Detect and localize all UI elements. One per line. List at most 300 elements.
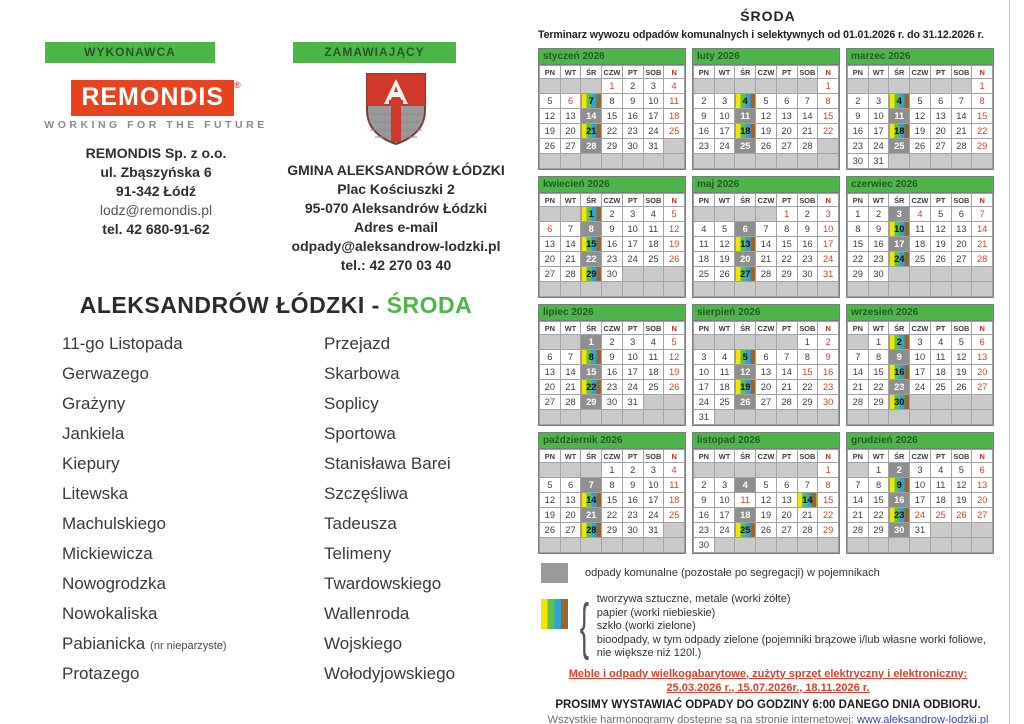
calendar-day-cell: 3 [818, 207, 839, 222]
weekday-header: WT [714, 322, 735, 335]
calendar-day-cell: 10 [714, 109, 735, 124]
calendar-day-cell: 19 [735, 380, 756, 395]
calendar-day-cell: 30 [797, 267, 818, 282]
calendar-day-cell: 12 [735, 365, 756, 380]
calendar-month-title: marzec 2026 [847, 49, 993, 65]
calendar-day-cell: 6 [560, 94, 581, 109]
legend-selektywne-row [538, 593, 998, 661]
calendar-day-cell [951, 523, 972, 538]
calendar-day-cell [602, 410, 623, 425]
calendar-day-cell: 12 [540, 109, 561, 124]
calendar-day-cell [756, 335, 777, 350]
calendar-day-cell: 3 [889, 207, 910, 222]
calendar-day-cell: 27 [560, 139, 581, 154]
calendar-day-cell [714, 207, 735, 222]
contractor-block [40, 80, 272, 239]
calendar-day-cell [622, 282, 643, 297]
calendar-day-cell [868, 282, 889, 297]
calendar-day-cell: 16 [848, 124, 869, 139]
weekday-header: ŚR [581, 450, 602, 463]
calendar-day-cell: 17 [622, 237, 643, 252]
calendar-month [692, 304, 840, 426]
calendar-day-cell: 7 [581, 478, 602, 493]
street-item: Tadeusza [324, 514, 397, 533]
calendar-day-cell [818, 282, 839, 297]
calendar-day-cell [848, 463, 869, 478]
calendar-day-cell: 28 [972, 252, 993, 267]
calendar-day-cell: 27 [756, 395, 777, 410]
calendar-day-cell: 8 [848, 222, 869, 237]
weekday-header: N [664, 66, 685, 79]
calendar-day-cell: 29 [868, 395, 889, 410]
calendar-day-cell: 12 [910, 109, 931, 124]
calendar-day-cell [889, 267, 910, 282]
calendar-day-cell: 15 [818, 493, 839, 508]
calendar-day-cell: 10 [694, 365, 715, 380]
calendar-day-cell: 28 [797, 523, 818, 538]
calendar-day-cell: 1 [797, 335, 818, 350]
calendar-day-cell [930, 523, 951, 538]
calendar-day-cell: 20 [540, 380, 561, 395]
calendar-day-cell [714, 538, 735, 553]
calendar-day-cell: 26 [951, 508, 972, 523]
calendar-day-cell: 25 [664, 508, 685, 523]
weekday-header: WT [560, 322, 581, 335]
registered-mark: ® [234, 80, 241, 90]
calendar-day-cell [694, 282, 715, 297]
calendar-day-cell: 9 [622, 94, 643, 109]
calendar-day-cell [972, 410, 993, 425]
calendar-day-cell [797, 79, 818, 94]
calendar-day-cell: 11 [694, 237, 715, 252]
calendar-day-cell: 12 [714, 237, 735, 252]
calendar-day-cell [848, 410, 869, 425]
calendar-day-cell [694, 207, 715, 222]
calendar-day-cell [643, 410, 664, 425]
calendar-day-cell [694, 463, 715, 478]
calendar-day-cell: 13 [972, 478, 993, 493]
legend-komunalne-label: odpady komunalne (pozostałe po segregacji) w pojemnikach [585, 567, 880, 579]
street-item: Szczęśliwa [324, 484, 409, 503]
street-item: Twardowskiego [324, 574, 442, 593]
weekday-header: WT [868, 194, 889, 207]
calendar-day-cell: 14 [848, 493, 869, 508]
legend-line: szkło (worki zielone) [596, 620, 696, 632]
address-line: lodz@remondis.pl [99, 202, 213, 218]
calendar-month-title: wrzesień 2026 [847, 305, 993, 321]
calendar-day-cell: 30 [602, 395, 623, 410]
calendar-day-cell: 25 [930, 508, 951, 523]
calendar-day-cell [735, 538, 756, 553]
calendar-day-cell: 21 [848, 508, 869, 523]
calendar-day-cell [818, 139, 839, 154]
weekday-header: PT [930, 322, 951, 335]
calendar-day-cell: 8 [818, 94, 839, 109]
calendar-day-cell: 23 [602, 252, 623, 267]
calendar-day-cell: 12 [951, 350, 972, 365]
calendar-day-cell: 5 [951, 463, 972, 478]
calendar-day-cell: 26 [714, 267, 735, 282]
calendar-day-cell: 8 [972, 94, 993, 109]
calendar-day-cell: 23 [868, 252, 889, 267]
calendar-day-cell [930, 154, 951, 169]
calendar-day-cell [560, 410, 581, 425]
street-item: Sportowa [324, 424, 396, 443]
calendar-day-cell: 21 [560, 252, 581, 267]
calendar-day-cell: 27 [930, 139, 951, 154]
calendar-day-cell: 22 [868, 508, 889, 523]
calendar-day-cell: 7 [560, 350, 581, 365]
calendar-day-cell: 27 [560, 523, 581, 538]
calendar-day-cell: 4 [910, 207, 931, 222]
calendar-day-cell: 15 [868, 493, 889, 508]
weekday-header: N [972, 322, 993, 335]
calendar-day-cell: 5 [540, 478, 561, 493]
calendar-day-cell: 2 [622, 79, 643, 94]
calendar-day-cell: 20 [951, 237, 972, 252]
calendar-day-cell: 6 [951, 207, 972, 222]
calendar-day-cell: 26 [756, 139, 777, 154]
calendar-day-cell [664, 538, 685, 553]
calendar-day-cell: 8 [797, 350, 818, 365]
calendar-day-cell: 25 [930, 380, 951, 395]
calendar-day-cell: 21 [797, 124, 818, 139]
calendar-day-cell: 4 [714, 350, 735, 365]
calendar-day-cell: 1 [972, 79, 993, 94]
calendar-day-cell: 17 [910, 493, 931, 508]
calendar-day-cell [622, 538, 643, 553]
street-item: Nowogrodzka [62, 574, 166, 593]
weekday-header: ŚR [581, 322, 602, 335]
calendar-day-cell [776, 463, 797, 478]
calendar-day-cell [664, 410, 685, 425]
calendar-day-cell: 24 [818, 252, 839, 267]
calendar-day-cell [889, 154, 910, 169]
calendar-day-cell [714, 282, 735, 297]
calendar-day-cell [581, 154, 602, 169]
calendar-day-cell: 25 [714, 395, 735, 410]
calendar-day-cell: 3 [694, 350, 715, 365]
bulky-waste-note: Meble i odpady wielkogabarytowe, zużyty sprzęt elektryczny i elektroniczny: [568, 667, 968, 680]
calendar-day-cell: 30 [818, 395, 839, 410]
street-item: 11-go Listopada [62, 334, 183, 353]
calendar-month [538, 304, 686, 426]
calendar-month-title: czerwiec 2026 [847, 177, 993, 193]
calendar-day-cell: 23 [622, 508, 643, 523]
calendar-day-cell [797, 154, 818, 169]
calendar-day-cell: 12 [664, 222, 685, 237]
footer-notes [538, 667, 998, 724]
calendar-day-cell: 27 [776, 523, 797, 538]
calendar-day-cell: 28 [776, 395, 797, 410]
calendar-day-cell: 30 [889, 395, 910, 410]
calendar-day-cell: 19 [756, 508, 777, 523]
address-line: 95-070 Aleksandrów Łódzki [304, 200, 488, 216]
calendar-day-cell: 16 [622, 493, 643, 508]
calendar-day-cell: 4 [735, 94, 756, 109]
weekday-header: CZW [911, 195, 929, 205]
calendar-day-cell [951, 267, 972, 282]
calendar-day-cell: 21 [797, 508, 818, 523]
address-line: ul. Zbąszyńska 6 [100, 164, 212, 180]
calendar-day-cell: 9 [868, 222, 889, 237]
calendar-day-cell: 16 [889, 493, 910, 508]
calendar-day-cell: 4 [664, 463, 685, 478]
calendar-day-cell: 2 [797, 207, 818, 222]
street-item: Jankiela [62, 424, 125, 443]
calendar-day-cell: 11 [930, 478, 951, 493]
calendar-day-cell: 14 [581, 493, 602, 508]
weekday-header: WT [560, 66, 581, 79]
weekday-header: ŚR [735, 450, 756, 463]
calendar-day-cell: 2 [694, 94, 715, 109]
calendar-day-cell [540, 282, 561, 297]
calendar-day-cell [868, 538, 889, 553]
website-link[interactable]: www.aleksandrow-lodzki.pl [856, 713, 989, 724]
calendar-day-cell: 22 [581, 252, 602, 267]
calendar-day-cell: 23 [694, 523, 715, 538]
calendar-day-cell: 25 [735, 523, 756, 538]
calendar-day-cell: 10 [643, 478, 664, 493]
calendar-day-cell: 12 [930, 222, 951, 237]
municipality-block [280, 72, 512, 275]
weekday-header: WT [868, 450, 889, 463]
calendar-day-cell: 5 [735, 350, 756, 365]
calendar-day-cell: 13 [930, 109, 951, 124]
calendar-day-cell: 31 [818, 267, 839, 282]
calendar-day-cell [889, 79, 910, 94]
calendar-day-cell: 11 [735, 109, 756, 124]
calendar-day-cell [560, 154, 581, 169]
calendar-day-cell: 23 [889, 508, 910, 523]
weekday-header: ŚR [581, 194, 602, 207]
calendar-day-cell [776, 154, 797, 169]
calendar-day-cell: 16 [818, 365, 839, 380]
weekday-header: PN [694, 450, 715, 463]
calendar-day-cell [735, 154, 756, 169]
weekday-header: N [818, 450, 839, 463]
calendar-day-cell [910, 410, 931, 425]
calendar-day-cell: 10 [643, 94, 664, 109]
remondis-address [40, 144, 272, 239]
calendar-day-cell [560, 463, 581, 478]
calendar-day-cell: 10 [910, 478, 931, 493]
calendar-day-cell: 28 [581, 139, 602, 154]
remondis-tagline: WORKING FOR THE FUTURE [44, 119, 268, 131]
calendar-month-title: maj 2026 [693, 177, 839, 193]
calendar-day-cell [643, 267, 664, 282]
calendar-day-cell: 11 [889, 109, 910, 124]
calendar-day-cell: 11 [910, 222, 931, 237]
calendar-day-cell: 24 [694, 395, 715, 410]
calendar-day-cell [735, 463, 756, 478]
calendar-day-cell: 20 [540, 252, 561, 267]
weekday-header: CZW [911, 451, 929, 461]
calendar-day-cell: 10 [714, 493, 735, 508]
weekday-header: N [818, 66, 839, 79]
calendar-day-cell: 26 [910, 139, 931, 154]
calendar-day-cell: 2 [602, 207, 623, 222]
calendar-day-cell: 23 [694, 139, 715, 154]
calendar-day-cell: 20 [560, 124, 581, 139]
calendar-day-cell: 19 [540, 124, 561, 139]
calendar-day-cell [540, 538, 561, 553]
weekday-header: N [664, 194, 685, 207]
calendar-day-cell: 5 [910, 94, 931, 109]
calendar-day-cell [756, 79, 777, 94]
street-item: Skarbowa [324, 364, 400, 383]
calendar-day-cell: 5 [951, 335, 972, 350]
weekday-header: PT [930, 66, 951, 79]
calendar-day-cell [756, 282, 777, 297]
calendar-day-cell: 31 [622, 395, 643, 410]
weekday-header: WT [714, 66, 735, 79]
calendar-day-cell: 3 [910, 335, 931, 350]
calendar-day-cell [581, 463, 602, 478]
calendar-day-cell: 28 [560, 395, 581, 410]
calendar-day-cell [889, 410, 910, 425]
calendar-day-cell: 24 [643, 124, 664, 139]
calendar-day-cell: 15 [848, 237, 869, 252]
weekday-header: WT [868, 322, 889, 335]
calendar-day-cell: 28 [951, 139, 972, 154]
calendar-day-cell: 25 [643, 380, 664, 395]
calendar-day-cell: 19 [951, 493, 972, 508]
calendar-day-cell: 3 [622, 335, 643, 350]
calendar-day-cell: 8 [818, 478, 839, 493]
calendar-day-cell: 26 [930, 252, 951, 267]
weekday-header: PT [930, 450, 951, 463]
page-title-city: ALEKSANDRÓW ŁÓDZKI - [79, 292, 387, 318]
weekday-header: CZW [757, 451, 775, 461]
calendar-day-cell: 2 [602, 335, 623, 350]
calendar-day-cell [930, 267, 951, 282]
calendar-day-cell: 31 [643, 139, 664, 154]
calendar-day-cell [622, 410, 643, 425]
calendar-month [846, 48, 994, 170]
calendar-day-cell [972, 523, 993, 538]
legend-line: papier (worki niebieskie) [596, 606, 716, 619]
calendar-day-cell [930, 538, 951, 553]
calendar-day-cell [930, 395, 951, 410]
address-line: odpady@aleksandrow-lodzki.pl [291, 238, 501, 254]
calendar-day-cell [868, 79, 889, 94]
calendar-day-cell: 10 [818, 222, 839, 237]
calendar-day-cell: 14 [560, 237, 581, 252]
calendar-day-cell: 18 [735, 124, 756, 139]
calendar-day-cell: 7 [797, 94, 818, 109]
calendar-day-cell: 14 [848, 365, 869, 380]
address-line: REMONDIS Sp. z o.o. [85, 145, 227, 161]
street-list-left-column [62, 334, 324, 694]
calendar-day-cell [694, 335, 715, 350]
calendar-day-cell: 12 [756, 109, 777, 124]
street-list [62, 334, 510, 694]
calendar-day-cell: 29 [602, 523, 623, 538]
calendar-day-cell: 1 [818, 463, 839, 478]
weekday-header: CZW [603, 67, 621, 77]
calendar-day-cell [951, 538, 972, 553]
calendar-day-cell [951, 79, 972, 94]
calendar-day-cell [664, 139, 685, 154]
calendar-day-cell: 14 [756, 237, 777, 252]
weekday-header: PT [622, 450, 643, 463]
calendar-day-cell: 20 [560, 508, 581, 523]
calendar-day-cell: 13 [560, 109, 581, 124]
calendar-day-cell: 12 [756, 493, 777, 508]
calendar-day-cell: 7 [848, 350, 869, 365]
calendar-day-cell [951, 395, 972, 410]
street-item: Nowokaliska [62, 604, 158, 623]
zamawiajacy-header-bar: ZAMAWIAJĄCY [293, 42, 456, 63]
calendar-day-cell: 5 [664, 335, 685, 350]
calendar-day-cell: 25 [664, 124, 685, 139]
calendar-table [693, 449, 839, 553]
address-line: Plac Kościuszki 2 [337, 181, 455, 197]
calendar-day-cell: 18 [643, 237, 664, 252]
calendar-day-cell: 17 [643, 109, 664, 124]
calendar-day-cell [797, 463, 818, 478]
calendar-day-cell: 5 [540, 94, 561, 109]
weekday-header: WT [560, 194, 581, 207]
weekday-header: N [972, 194, 993, 207]
calendar-day-cell [756, 463, 777, 478]
calendar-day-cell [643, 282, 664, 297]
calendar-day-cell [581, 79, 602, 94]
weekday-header: N [664, 322, 685, 335]
brace-glyph: { [579, 591, 590, 661]
weekday-header: SOB [643, 322, 664, 335]
weekday-header: ŚR [889, 194, 910, 207]
calendar-day-cell: 21 [972, 237, 993, 252]
calendar-day-cell [664, 282, 685, 297]
coat-of-arms [365, 72, 427, 146]
calendar-day-cell [602, 282, 623, 297]
weekday-header: PT [930, 194, 951, 207]
calendar-day-cell [622, 267, 643, 282]
street-item: Machulskiego [62, 514, 166, 533]
street-item: Pabianicka (nr nieparzyste) [62, 634, 227, 653]
calendar-day-cell: 9 [622, 478, 643, 493]
weekday-header: SOB [643, 66, 664, 79]
calendar-day-cell: 22 [797, 380, 818, 395]
calendar-day-cell: 8 [868, 478, 889, 493]
calendar-day-cell: 16 [622, 109, 643, 124]
calendar-day-cell: 9 [848, 109, 869, 124]
calendar-day-cell: 24 [643, 508, 664, 523]
weekday-header: SOB [951, 194, 972, 207]
calendar-day-cell: 22 [602, 124, 623, 139]
calendar-day-cell: 4 [643, 335, 664, 350]
calendar-day-cell: 13 [776, 493, 797, 508]
weekday-header: PT [776, 66, 797, 79]
calendar-day-cell: 3 [714, 94, 735, 109]
weekday-header: ŚR [889, 450, 910, 463]
calendar-day-cell: 9 [602, 350, 623, 365]
calendar-day-cell [694, 154, 715, 169]
calendar-day-cell: 28 [848, 395, 869, 410]
legend-line: bioodpady, w tym odpady zielone (pojemniki brązowe i/lub własne worki foliowe, nie większe niż 120l.) [596, 633, 986, 659]
calendar-day-cell: 7 [848, 478, 869, 493]
calendar-day-cell: 16 [889, 365, 910, 380]
weekday-header: SOB [951, 450, 972, 463]
calendar-day-cell: 22 [868, 380, 889, 395]
calendar-day-cell: 24 [622, 252, 643, 267]
calendar-day-cell: 25 [735, 139, 756, 154]
calendar-day-cell: 15 [818, 109, 839, 124]
calendar-day-cell: 6 [776, 478, 797, 493]
address-line: Adres e-mail [353, 219, 439, 235]
